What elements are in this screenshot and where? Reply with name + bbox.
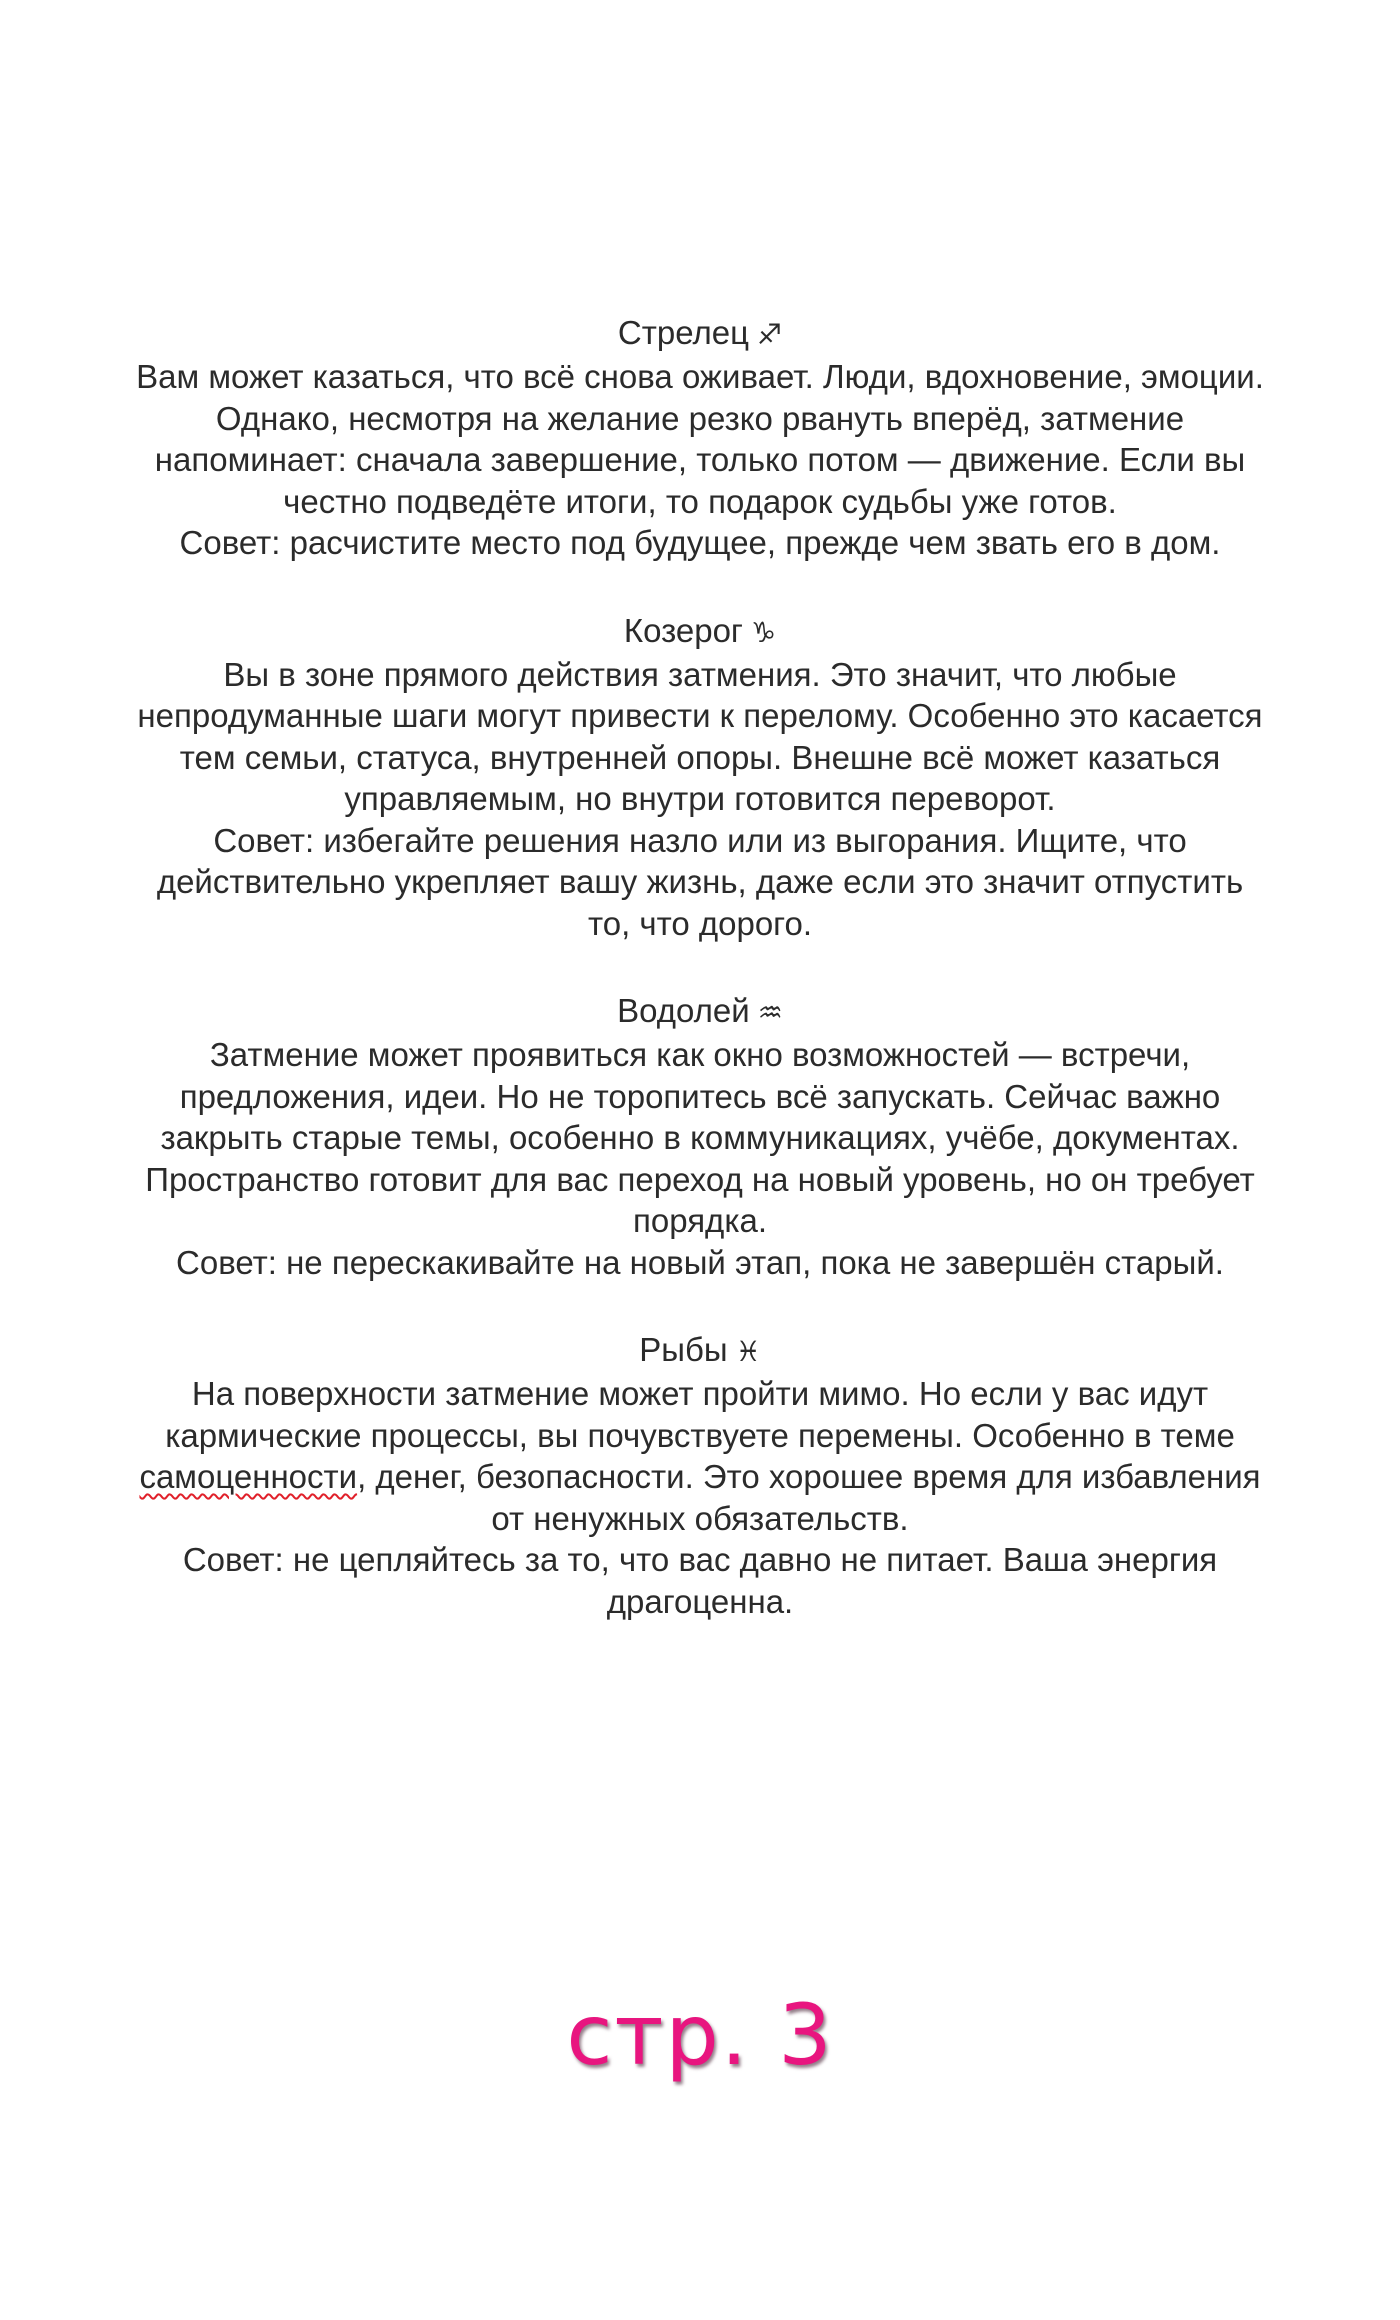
text-line: непродуманные шаги могут привести к перелому. Особенно это касается (137, 697, 1263, 734)
text-line: напоминает: сначала завершение, только потом — движение. Если вы (154, 441, 1246, 478)
text-line: управляемым, но внутри готовится переворот. (344, 780, 1056, 817)
text-line: Однако, несмотря на желание резко рвануть вперёд, затмение (215, 399, 1185, 437)
sign-name: Козерог (623, 611, 743, 649)
horoscope-text (60, 312, 1340, 1668)
sign-title (60, 312, 1340, 356)
text-line: Затмение может проявиться как окно возможностей — встречи, (209, 1036, 1191, 1073)
text-line: Вам может казаться, что всё снова оживает. Люди, вдохновение, эмоции. (136, 358, 1264, 395)
advice-line: драгоценна. (606, 1582, 794, 1620)
spellcheck-word: самоценности (139, 1458, 358, 1495)
advice-line: Совет: не перескакивайте на новый этап, пока не завершён старый. (176, 1243, 1224, 1281)
sign-block-sagittarius (60, 312, 1340, 564)
text-line: самоценности, денег, безопасности. Это хорошее время для избавления (139, 1458, 1261, 1495)
advice-line: действительно укрепляет вашу жизнь, даже если это значит отпустить (156, 863, 1244, 900)
advice-line: то, что дорого. (587, 904, 813, 942)
text-line: Пространство готовит для вас переход на новый уровень, но он требует (145, 1160, 1255, 1198)
sign-name: Стрелец (617, 314, 749, 351)
pisces-icon: ♓ (735, 1335, 761, 1368)
sign-title (60, 1329, 1340, 1373)
text-line: На поверхности затмение может пройти мимо. Но если у вас идут (191, 1375, 1209, 1412)
advice-line: Совет: расчистите место под будущее, прежде чем звать его в дом. (179, 524, 1221, 561)
sagittarius-icon: ♐ (756, 318, 783, 351)
advice-line: Совет: не цепляйтесь за то, что вас давно не питает. Ваша энергия (182, 1541, 1218, 1578)
sign-title (60, 610, 1340, 654)
text-line: предложения, идеи. Но не торопитесь всё запускать. Сейчас важно (179, 1077, 1221, 1115)
sign-name: Рыбы (639, 1331, 728, 1368)
text-line: порядка. (632, 1202, 767, 1239)
sign-name: Водолей (617, 992, 750, 1029)
text-line: Вы в зоне прямого действия затмения. Это значит, что любые (223, 655, 1177, 693)
advice-line: Совет: избегайте решения назло или из выгорания. Ищите, что (213, 821, 1187, 859)
sign-block-capricorn (60, 610, 1340, 945)
capricorn-icon: ♑ (750, 615, 777, 649)
sign-block-pisces (60, 1329, 1340, 1622)
text-line: тем семьи, статуса, внутренней опоры. Внешне всё может казаться (179, 738, 1221, 776)
text-line: от ненужных обязательств. (491, 1499, 909, 1537)
page-number: стр. 3 (566, 1986, 834, 2084)
sign-block-aquarius (60, 990, 1340, 1283)
aquarius-icon: ♒ (757, 996, 783, 1029)
sign-title (60, 990, 1340, 1034)
text-line: кармические процессы, вы почувствуете перемены. Особенно в теме (165, 1416, 1235, 1454)
text-line: честно подведёте итоги, то подарок судьбы уже готов. (283, 482, 1117, 520)
text-line: закрыть старые темы, особенно в коммуникациях, учёбе, документах. (160, 1119, 1240, 1156)
